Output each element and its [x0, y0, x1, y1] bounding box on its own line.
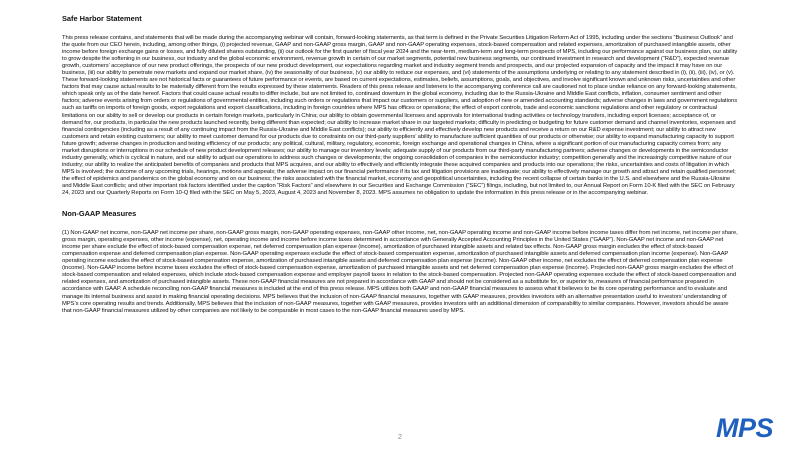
mps-logo-text: MPS	[716, 414, 774, 440]
non-gaap-heading: Non-GAAP Measures	[62, 209, 137, 219]
safe-harbor-heading: Safe Harbor Statement	[62, 14, 142, 23]
document-body	[62, 12, 738, 315]
mps-logo	[715, 414, 787, 440]
page-number: 2	[397, 432, 403, 441]
non-gaap-paragraph: (1) Non-GAAP net income, non-GAAP net income per share, non-GAAP gross margin, non-GAAP operating expenses, non-GAAP other income, net, non-GAAP operating income and non-GAAP income before income taxes differ from net income, net income per share, gross margin, operating expenses, other income (expense), net, operating income and income before income taxes determined in accordance with Generally Accepted Accounting Principles in the United States (“GAAP”). Non-GAAP net income and non-GAAP net income per share exclude the effect of stock-based compensation expense, net deferred compensation plan expense (income), amortization of purchased intangible assets and related tax effects. Non-GAAP gross margin excludes the effect of stock-based compensation expense and deferred compensation plan expense. Non-GAAP operating expenses exclude the effect of stock-based compensation expense, amortization of purchased intangible assets and deferred compensation plan income (expense). Non-GAAP operating income excludes the effect of stock-based compensation expense, amortization of purchased intangible assets and deferred compensation plan expense (income). Non-GAAP other income, net excludes the effect of deferred compensation plan expense (income). Non-GAAP income before income taxes excludes the effect of stock-based compensation expense, amortization of purchased intangible assets and net deferred compensation plan expense (income). Projected non-GAAP gross margin excludes the effect of stock-based compensation and related expenses, which include stock-based compensation expense and employer payroll taxes in relation to the stock-based compensation. Projected non-GAAP operating expenses exclude the effect of stock-based compensation and related expenses, and amortization of purchased intangible assets. These non-GAAP financial measures are not prepared in accordance with GAAP and should not be considered as a substitute for, or superior to, measures of financial performance prepared in accordance with GAAP. A schedule reconciling non-GAAP financial measures is included at the end of this press release. MPS utilizes both GAAP and non-GAAP financial measures to assess what it believes to be its core operating performance and to evaluate and manage its internal business and assist in making financial operating decisions. MPS believes that the inclusion of non-GAAP financial measures, together with GAAP measures, provides investors with an alternative presentation useful to investors’ understanding of MPS’s core operating results and trends. Additionally, MPS believes that the inclusion of non-GAAP measures, together with GAAP measures, provides investors with an additional dimension of comparability to similar companies. However, investors should be aware that non-GAAP financial measures utilized by other companies are not likely to be comparable in most cases to the non-GAAP financial measures used by MPS.	[62, 230, 738, 314]
safe-harbor-paragraph: This press release contains, and statements that will be made during the accompanying webinar will contain, forward-looking statements, as that term is defined in the Private Securities Litigation Reform Act of 1995, including under the sections “Business Outlook” and the quote from our CEO herein, including, among other things, (i) projected revenue, GAAP and non-GAAP gross margin, GAAP and non-GAAP operating expenses, stock-based compensation and related expenses, amortization of purchased intangible assets, other income before foreign exchange gains or losses, and fully diluted shares outstanding, (ii) our outlook for the first quarter of fiscal year 2024 and the near-term, medium-term and long-term prospects of MPS, including our performance against our business plan, our ability to grow despite the softening in our business, our industry and the global economic environment, revenue growth in certain of our market segments, potential new business segments, our continued investment in research and development (“R&D”), expected revenue growth, customers’ acceptance of our new product offerings, the prospects of our new product development, our expectations regarding market and industry segment trends and prospects, and our projected expansion of capacity and the impact it may have on our business, (iii) our ability to penetrate new markets and expand our market share, (iv) the seasonality of our business, (v) our ability to reduce our expenses, and (vi) statements of the assumptions underlying or relating to any statement described in (i), (ii), (iii), (iv), or (v). These forward-looking statements are not historical facts or guarantees of future performance or events, are based on current expectations, estimates, beliefs, assumptions, goals, and objectives, and involve significant known and unknown risks, uncertainties and other factors that may cause actual results to be materially different from the results expressed by these statements. Readers of this press release and listeners to the accompanying conference call are cautioned not to place undue reliance on any forward-looking statements, which speak only as of the date hereof. Factors that could cause actual results to differ include, but are not limited to, continued downturn in the global economy, including due to the Russia-Ukraine and Middle East conflicts, inflation, consumer sentiment and other factors; adverse events arising from orders or regulations of governmental entities, including such orders or regulations that impact our customers or suppliers, and adoption of new or amended accounting standards; adverse changes in laws and government regulations such as tariffs on imports of foreign goods, export regulations and export classifications, including in foreign countries where MPS has offices or operations; the effect of export controls, trade and economic sanctions regulations and other regulatory or contractual limitations on our ability to sell or develop our products in certain foreign markets, particularly in China; our ability to obtain governmental licenses and approvals for international trading activities or technology transfers, including export licenses; acceptance of, or demand for, our products, in particular the new products launched recently, being different than expected; our ability to increase market share in our targeted markets; difficulty in predicting or budgeting for future customer demand and channel inventories, expenses and financial contingencies (including as a result of any continuing impact from the Russia-Ukraine and Middle East conflicts); our ability to efficiently and effectively develop new products and receive a return on our R&D expense investment; our ability to attract new customers and retain existing customers; our ability to meet customer demand for our products due to constraints on our third-party suppliers’ ability to manufacture sufficient quantities of our products or otherwise; our ability to expand manufacturing capacity to support future growth; adverse changes in production and testing efficiency of our products; any political, cultural, military, regulatory, economic, foreign exchange and operational changes in China, where a significant portion of our manufacturing capacity comes from; any market disruptions or interruptions in our schedule of new product development releases; our ability to manage our inventory levels; adequate supply of our products from our third-party manufacturing partners; adverse changes or developments in the semiconductor industry generally, which is cyclical in nature, and our ability to adjust our operations to address such changes or developments; the ongoing consolidation of companies in the semiconductor industry; competition generally and the increasingly competitive nature of our industry; our ability to realize the anticipated benefits of companies and products that MPS acquires, and our ability to effectively and efficiently integrate these acquired companies and products into our operations; the risks, uncertainties and costs of litigation in which MPS is involved; the outcome of any upcoming trials, hearings, motions and appeals; the adverse impact on our financial performance if its tax and litigation provisions are inadequate; our ability to effectively manage our growth and attract and retain qualified personnel; the effect of epidemics and pandemics on the global economy and on our business; the risks associated with the financial market, economy and geopolitical uncertainties, including the recent collapse of certain banks in the U.S. and elsewhere and the Russia-Ukraine and Middle East conflicts; and other important risk factors identified under the caption “Risk Factors” and elsewhere in our Securities and Exchange Commission (“SEC”) filings, including, but not limited to, our Annual Report on Form 10-K filed with the SEC on February 24, 2023 and our Quarterly Reports on Form 10-Q filed with the SEC on May 5, 2023, August 4, 2023 and November 8, 2023. MPS assumes no obligation to update the information in this press release or in the accompanying webinar.	[62, 35, 738, 197]
